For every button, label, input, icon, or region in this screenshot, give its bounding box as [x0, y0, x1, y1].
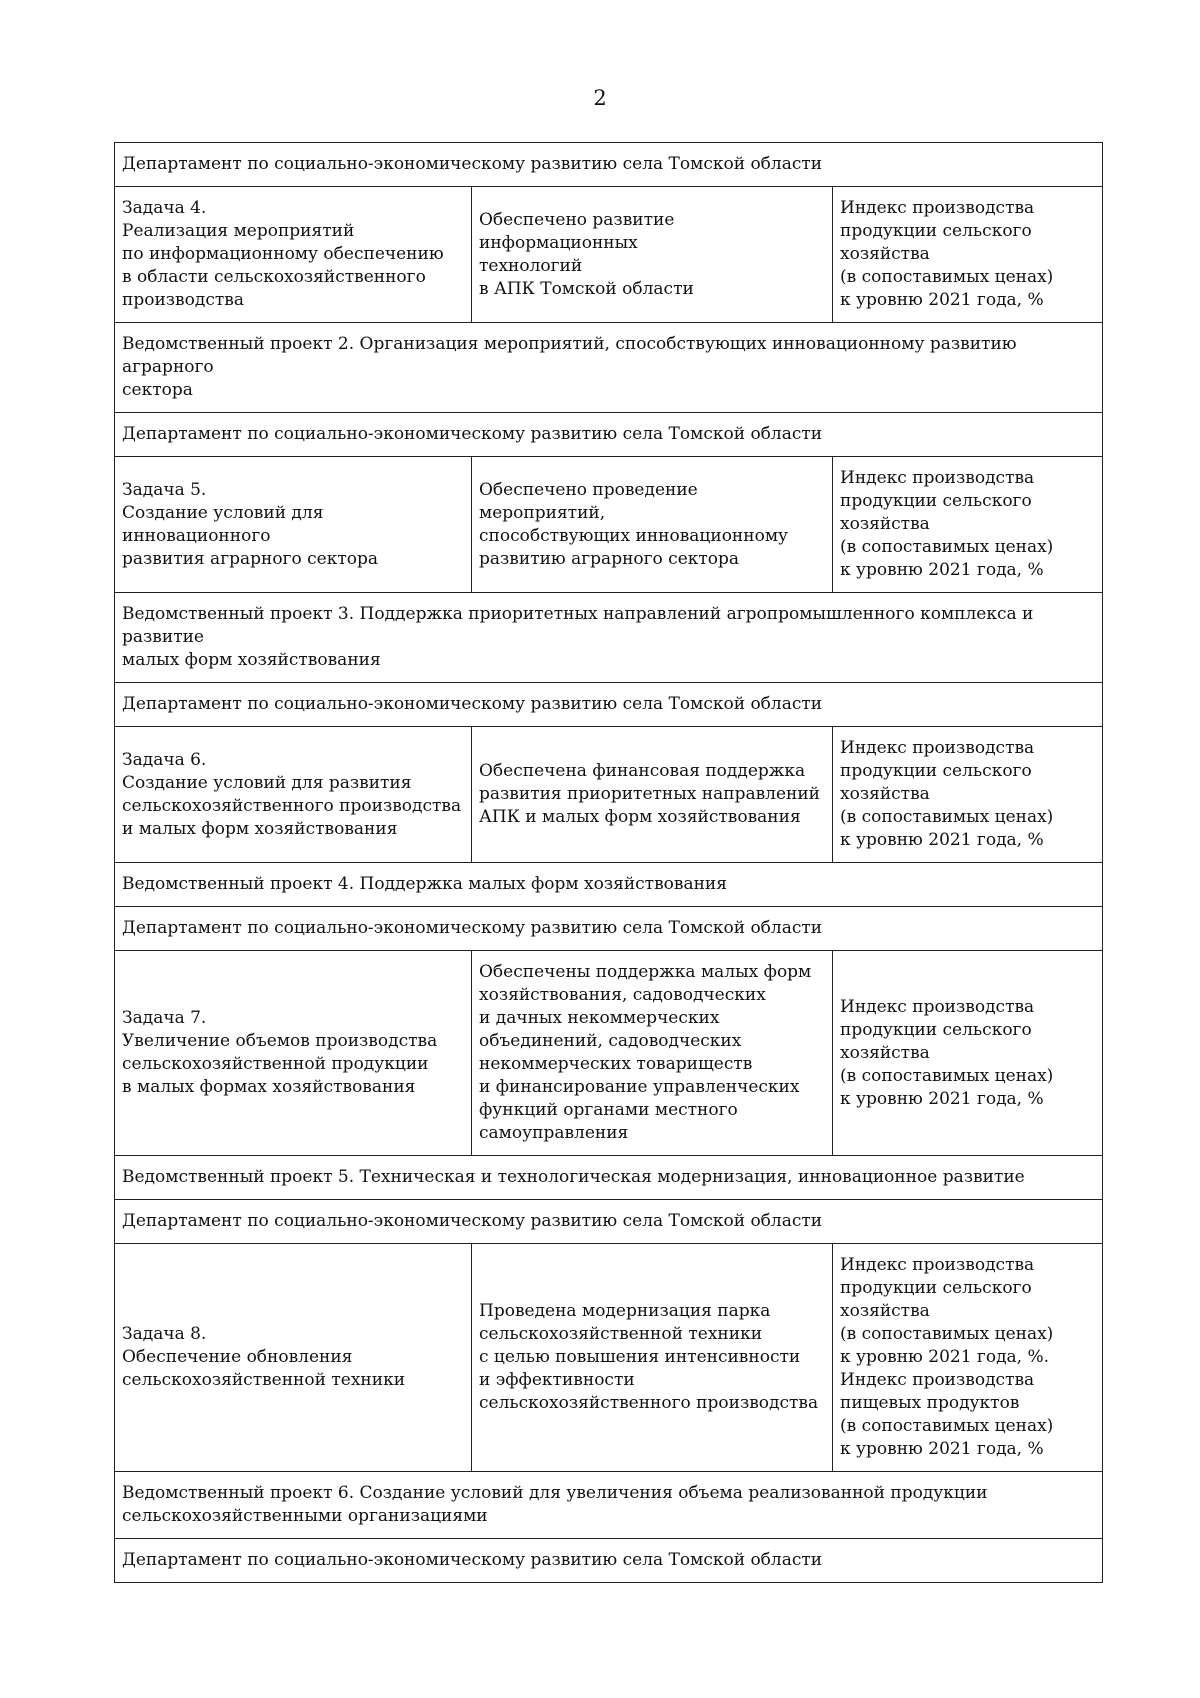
- project-row: [115, 863, 1103, 907]
- text-line: к уровню 2021 года, %.: [840, 1347, 1050, 1367]
- task-cell: [115, 1244, 472, 1472]
- text-line: Увеличение объемов производства: [122, 1031, 438, 1051]
- text-line: продукции сельского: [840, 761, 1032, 781]
- task-row: [115, 187, 1103, 323]
- text-line: в малых формах хозяйствования: [122, 1077, 416, 1097]
- text-line: АПК и малых форм хозяйствования: [479, 807, 801, 827]
- text-line: Индекс производства: [840, 1255, 1035, 1275]
- task-row: [115, 951, 1103, 1156]
- program-structure-table: [114, 142, 1103, 1583]
- department-cell: Департамент по социально-экономическому развитию села Томской области: [115, 1539, 1103, 1583]
- text-line: в АПК Томской области: [479, 278, 694, 299]
- text-line: производства: [122, 290, 244, 310]
- text-line: способствующих инновационному: [479, 525, 789, 546]
- text-line: самоуправления: [479, 1123, 629, 1143]
- text-line: Задача 7.: [122, 1008, 207, 1028]
- text-line: Задача 6.: [122, 749, 207, 770]
- department-cell: Департамент по социально-экономическому развитию села Томской области: [115, 413, 1103, 457]
- text-line: и малых форм хозяйствования: [122, 818, 398, 839]
- indicator-cell: [833, 187, 1103, 323]
- text-line: некоммерческих товариществ: [479, 1054, 753, 1074]
- text-line: развития аграрного сектора: [122, 548, 378, 569]
- text-line: к уровню 2021 года, %: [840, 560, 1044, 580]
- page-number: 2: [593, 86, 607, 110]
- project-cell: [115, 593, 1103, 683]
- text-line: с целью повышения интенсивности: [479, 1347, 801, 1367]
- task-cell: [115, 951, 472, 1156]
- text-line: развитию аграрного сектора: [479, 548, 740, 569]
- text-line: и эффективности: [479, 1370, 635, 1390]
- text-line: к уровню 2021 года, %: [840, 830, 1044, 850]
- text-line: продукции сельского: [840, 221, 1032, 241]
- text-line: (в сопоставимых ценах): [840, 1324, 1054, 1344]
- project-cell: [115, 1472, 1103, 1539]
- text-line: продукции сельского: [840, 1278, 1032, 1298]
- text-line: Задача 5.: [122, 479, 207, 500]
- department-cell: Департамент по социально-экономическому развитию села Томской области: [115, 1200, 1103, 1244]
- text-line: Обеспечены поддержка малых форм: [479, 962, 812, 982]
- text-line: в области сельскохозяйственного: [122, 267, 426, 287]
- text-line: к уровню 2021 года, %: [840, 1439, 1044, 1459]
- text-line: хозяйства: [840, 1301, 930, 1321]
- text-line: хозяйства: [840, 784, 930, 804]
- text-line: Обеспечено проведение мероприятий,: [479, 479, 698, 523]
- text-line: Индекс производства: [840, 996, 1035, 1017]
- text-line: сельскохозяйственного производства: [479, 1393, 819, 1413]
- text-line: сельскохозяйственного производства: [122, 795, 462, 816]
- task-row: [115, 1244, 1103, 1472]
- text-line: Ведомственный проект 4. Поддержка малых форм хозяйствования: [122, 874, 727, 894]
- project-cell: [115, 323, 1103, 413]
- text-line: сельскохозяйственной техники: [122, 1370, 406, 1390]
- text-line: и финансирование управленческих: [479, 1077, 800, 1097]
- result-cell: [472, 187, 833, 323]
- table-body: [115, 143, 1103, 1583]
- department-row: [115, 1200, 1103, 1244]
- text-line: сельскохозяйственной техники: [479, 1324, 763, 1344]
- text-line: Индекс производства: [840, 468, 1035, 488]
- text-line: по информационному обеспечению: [122, 244, 444, 264]
- text-line: и дачных некоммерческих: [479, 1008, 720, 1028]
- text-line: развития приоритетных направлений: [479, 784, 821, 804]
- task-cell: [115, 187, 472, 323]
- text-line: Индекс производства: [840, 738, 1035, 758]
- text-line: Реализация мероприятий: [122, 221, 355, 241]
- text-line: (в сопоставимых ценах): [840, 807, 1054, 827]
- project-row: [115, 323, 1103, 413]
- text-line: Ведомственный проект 2. Организация мероприятий, способствующих инновационному развитию аграрного: [122, 334, 1017, 377]
- result-cell: [472, 1244, 833, 1472]
- text-line: Задача 4.: [122, 198, 207, 218]
- project-row: [115, 593, 1103, 683]
- project-cell: [115, 1156, 1103, 1200]
- text-line: Проведена модернизация парка: [479, 1301, 771, 1321]
- result-cell: [472, 951, 833, 1156]
- text-line: Создание условий для развития: [122, 772, 412, 793]
- text-line: Создание условий для инновационного: [122, 502, 324, 546]
- text-line: Ведомственный проект 3. Поддержка приоритетных направлений агропромышленного комплекса и развитие: [122, 604, 1034, 647]
- text-line: хозяйства: [840, 244, 930, 264]
- result-cell: [472, 457, 833, 593]
- text-line: продукции сельского: [840, 491, 1032, 511]
- text-line: к уровню 2021 года, %: [840, 1088, 1044, 1109]
- text-line: функций органами местного: [479, 1100, 738, 1120]
- indicator-cell: [833, 727, 1103, 863]
- project-cell: [115, 863, 1103, 907]
- text-line: продукции сельского: [840, 1019, 1032, 1040]
- department-cell: Департамент по социально-экономическому развитию села Томской области: [115, 683, 1103, 727]
- text-line: Ведомственный проект 6. Создание условий для увеличения объема реализованной продукции: [122, 1483, 988, 1503]
- text-line: Обеспечение обновления: [122, 1347, 353, 1367]
- text-line: Задача 8.: [122, 1324, 207, 1344]
- text-line: сельскохозяйственной продукции: [122, 1054, 429, 1074]
- text-line: хозяйствования, садоводческих: [479, 985, 766, 1005]
- text-line: хозяйства: [840, 1042, 930, 1063]
- project-row: [115, 1472, 1103, 1539]
- text-line: (в сопоставимых ценах): [840, 1065, 1054, 1086]
- task-row: [115, 727, 1103, 863]
- project-row: [115, 1156, 1103, 1200]
- text-line: сектора: [122, 380, 193, 400]
- task-cell: [115, 457, 472, 593]
- indicator-cell: [833, 457, 1103, 593]
- text-line: объединений, садоводческих: [479, 1031, 742, 1051]
- text-line: технологий: [479, 255, 583, 276]
- text-line: Обеспечено развитие информационных: [479, 209, 675, 253]
- text-line: Индекс производства: [840, 1370, 1035, 1390]
- task-row: [115, 457, 1103, 593]
- department-row: [115, 413, 1103, 457]
- text-line: Обеспечена финансовая поддержка: [479, 761, 806, 781]
- indicator-cell: [833, 951, 1103, 1156]
- result-cell: [472, 727, 833, 863]
- department-row: [115, 1539, 1103, 1583]
- department-row: [115, 143, 1103, 187]
- text-line: (в сопоставимых ценах): [840, 1416, 1054, 1436]
- task-cell: [115, 727, 472, 863]
- text-line: Индекс производства: [840, 198, 1035, 218]
- department-row: [115, 683, 1103, 727]
- indicator-cell: [833, 1244, 1103, 1472]
- text-line: (в сопоставимых ценах): [840, 537, 1054, 557]
- text-line: пищевых продуктов: [840, 1393, 1020, 1413]
- department-cell: Департамент по социально-экономическому развитию села Томской области: [115, 907, 1103, 951]
- text-line: (в сопоставимых ценах): [840, 267, 1054, 287]
- text-line: сельскохозяйственными организациями: [122, 1506, 488, 1526]
- department-cell: Департамент по социально-экономическому развитию села Томской области: [115, 143, 1103, 187]
- department-row: [115, 907, 1103, 951]
- text-line: Ведомственный проект 5. Техническая и технологическая модернизация, инновационное развитие: [122, 1167, 1025, 1187]
- text-line: к уровню 2021 года, %: [840, 290, 1044, 310]
- text-line: малых форм хозяйствования: [122, 650, 381, 670]
- text-line: хозяйства: [840, 514, 930, 534]
